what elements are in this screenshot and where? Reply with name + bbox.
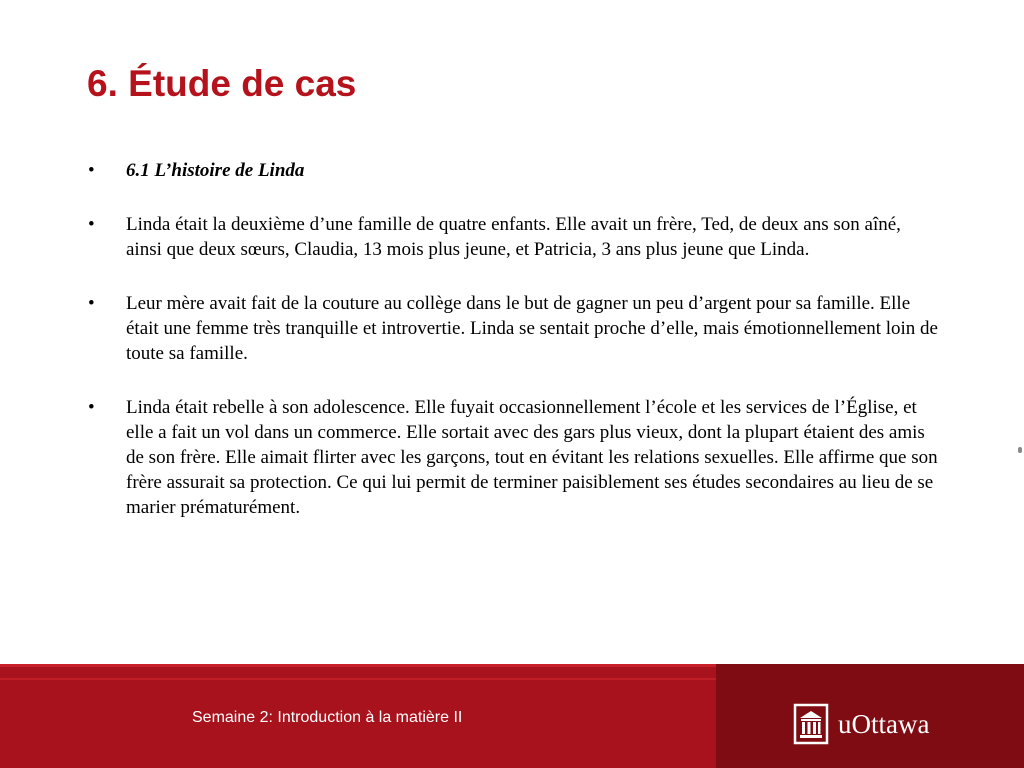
university-building-icon [793,703,829,745]
bullet-text: Leur mère avait fait de la couture au collège dans le but de gagner un peu d’argent pour sa famille. Elle était une femme très tranquille et introvertie. Linda se sentait proche d’elle, mais émotionnellement loin de toute sa famille. [126,293,938,364]
bullet-marker: • [88,160,95,181]
bullet-item [88,291,940,366]
bullet-marker: • [88,214,95,235]
bullet-list [88,158,940,549]
bullet-item-subheading [88,158,940,183]
footer-caption: Semaine 2: Introduction à la matière II [192,709,463,726]
bullet-marker: • [88,397,95,418]
stray-mark [1018,447,1022,453]
bullet-text: Linda était rebelle à son adolescence. Elle fuyait occasionnellement l’école et les services de l’Église, et elle a fait un vol dans un commerce. Elle sortait avec des gars plus vieux, dont la plupart étaient des amis de son frère. Elle aimait flirter avec les garçons, tout en évitant les relations sexuelles. Elle affirme que son frère assurait sa protection. Ce qui lui permit de terminer paisiblement ses études secondaires au lieu de se marier prématurément. [126,397,938,518]
logo-wordmark: uOttawa [838,709,930,739]
slide-title: 6. Étude de cas [87,63,357,104]
bullet-text: Linda était la deuxième d’une famille de quatre enfants. Elle avait un frère, Ted, de deux ans son aîné, ainsi que deux sœurs, Claudia, 13 mois plus jeune, et Patricia, 3 ans plus jeune que Linda. [126,214,901,260]
uottawa-logo [793,702,929,746]
bullet-item [88,212,940,262]
bullet-marker: • [88,293,95,314]
bullet-text: 6.1 L’histoire de Linda [126,160,305,181]
bullet-item [88,395,940,520]
